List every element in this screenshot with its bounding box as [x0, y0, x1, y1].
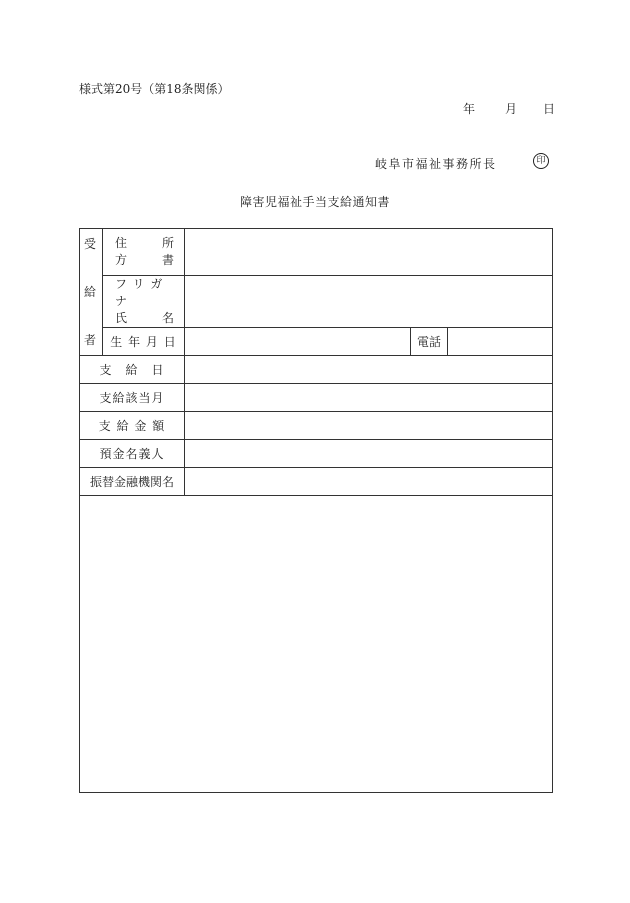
payment-date-field[interactable] — [185, 356, 553, 384]
address-label — [103, 229, 185, 276]
recipient-char-1: 受 — [84, 237, 97, 251]
bank-name-field[interactable] — [185, 468, 553, 496]
recipient-char-3: 者 — [84, 333, 97, 347]
care-of-label-char-1: 方 — [115, 253, 128, 267]
date-month-label: 月 — [505, 102, 518, 116]
issuer-name: 岐阜市福祉事務所長 — [375, 157, 497, 171]
notes-area[interactable] — [80, 496, 553, 793]
date-year-label: 年 — [463, 102, 476, 116]
recipient-side-label — [80, 229, 103, 356]
payment-date-label: 支 給 日 — [80, 356, 185, 384]
birthdate-label: 生 年 月 日 — [103, 328, 185, 356]
payment-amount-label: 支 給 金 額 — [80, 412, 185, 440]
seal-mark: 印 — [533, 153, 549, 169]
form-number: 様式第20号（第18条関係） — [79, 82, 230, 96]
phone-field[interactable] — [448, 328, 553, 356]
name-label — [103, 276, 185, 328]
care-of-label-char-2: 書 — [161, 253, 174, 267]
date-day-label: 日 — [543, 102, 556, 116]
name-label-char-1: 氏 — [115, 311, 128, 325]
phone-label: 電話 — [411, 328, 448, 356]
document-title: 障害児福祉手当支給通知書 — [239, 195, 390, 209]
address-label-char-1: 住 — [115, 236, 128, 250]
account-holder-label: 預金名義人 — [80, 440, 185, 468]
notice-form-table — [79, 228, 553, 793]
payment-amount-field[interactable] — [185, 412, 553, 440]
account-holder-field[interactable] — [185, 440, 553, 468]
address-label-char-2: 所 — [161, 236, 174, 250]
issue-date — [463, 100, 555, 117]
name-label-char-2: 名 — [161, 311, 174, 325]
bank-name-label: 振替金融機関名 — [80, 468, 185, 496]
recipient-char-2: 給 — [84, 285, 97, 299]
payment-month-field[interactable] — [185, 384, 553, 412]
furigana-label: フリガナ — [115, 277, 169, 308]
name-field[interactable] — [185, 276, 553, 328]
birthdate-field[interactable] — [185, 328, 411, 356]
payment-month-label: 支給該当月 — [80, 384, 185, 412]
address-field[interactable] — [185, 229, 553, 276]
